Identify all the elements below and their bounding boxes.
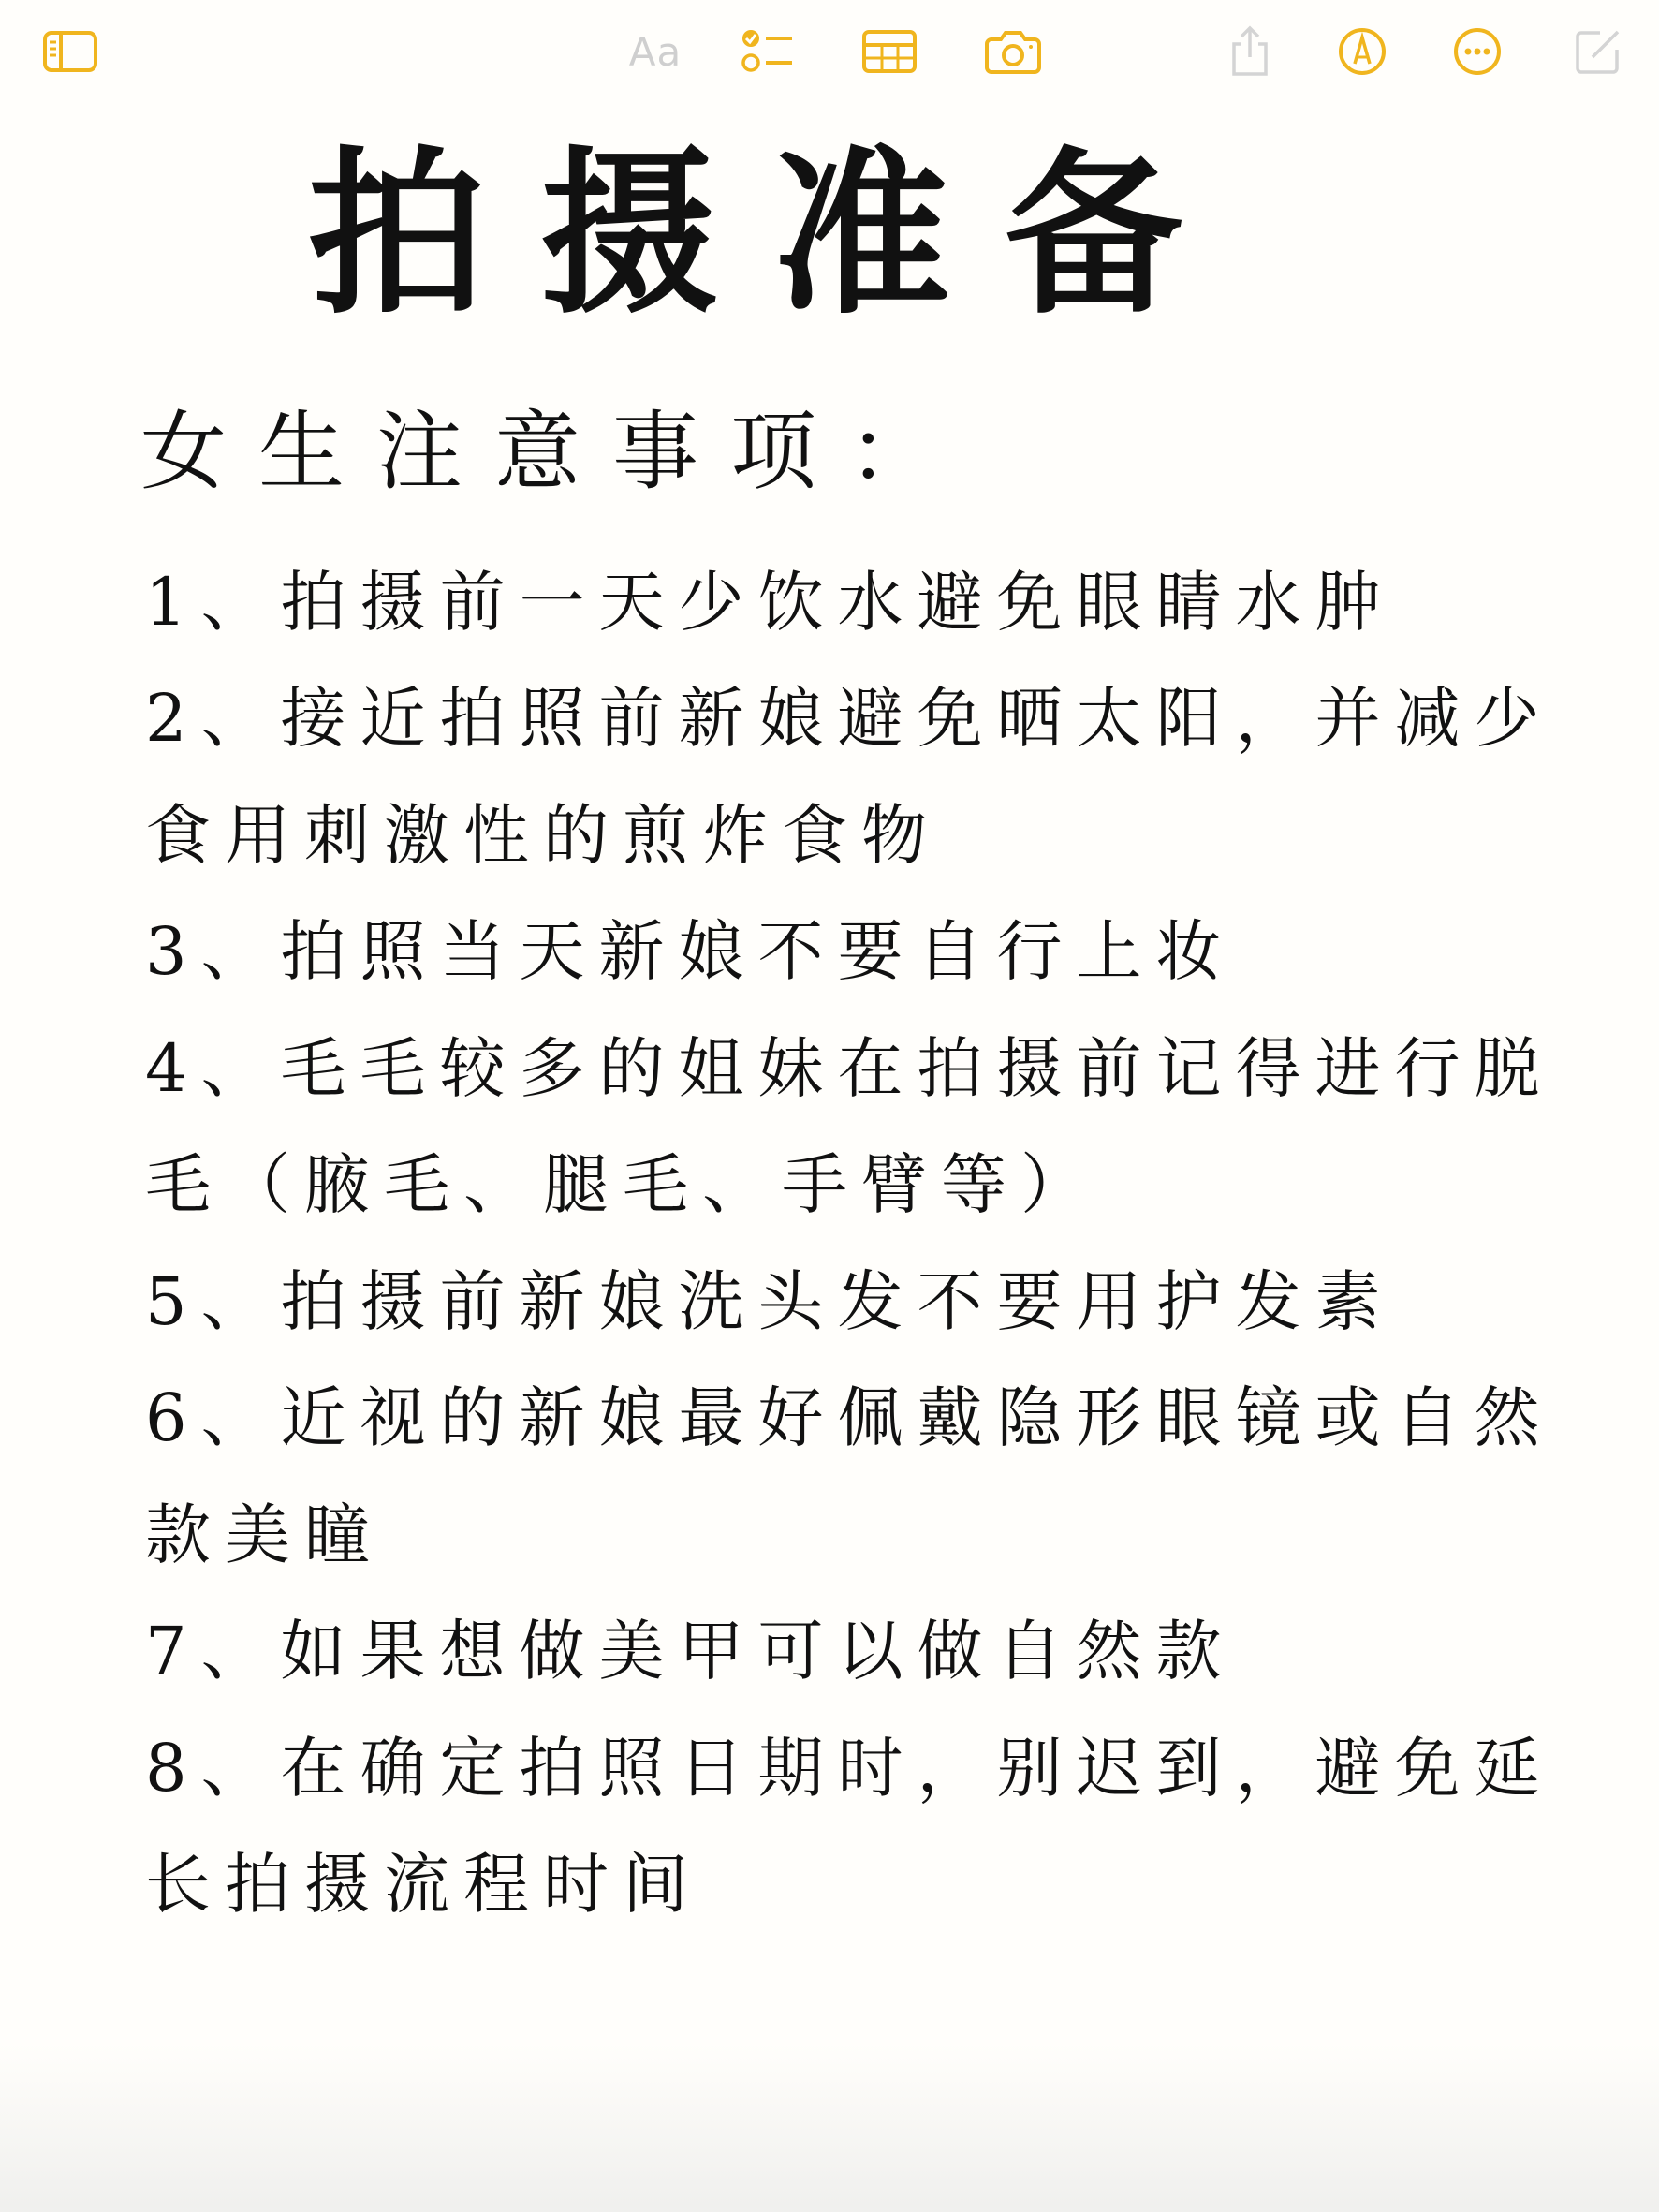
format-label: Aa: [628, 28, 683, 75]
section-heading: 女生注意事项：: [140, 402, 967, 502]
note-line: 4、毛毛较多的姐妹在拍摄前记得进行脱: [145, 1030, 1554, 1107]
bottom-fade: [0, 2043, 1659, 2212]
note-line: 款美瞳: [145, 1497, 384, 1573]
note-line: 长拍摄流程时间: [145, 1846, 702, 1923]
note-line: 3、拍照当天新娘不要自行上妆: [145, 913, 1236, 990]
note-line: 1、拍摄前一天少饮水避免眼睛水肿: [145, 564, 1395, 641]
note-line: 7、如果想做美甲可以做自然款: [145, 1613, 1236, 1689]
note-line: 8、在确定拍照日期时，别迟到，避免延: [145, 1730, 1554, 1806]
note-title: 拍摄准备: [307, 129, 1237, 338]
note-line: 毛（腋毛、腿毛、手臂等）: [145, 1146, 1100, 1223]
note-line: 食用刺激性的煎炸食物: [145, 797, 941, 874]
note-line: 5、拍摄前新娘洗头发不要用护发素: [145, 1263, 1395, 1340]
note-line: 6、近视的新娘最好佩戴隐形眼镜或自然: [145, 1379, 1554, 1456]
note-line: 2、接近拍照前新娘避免晒太阳，并减少: [145, 680, 1554, 757]
